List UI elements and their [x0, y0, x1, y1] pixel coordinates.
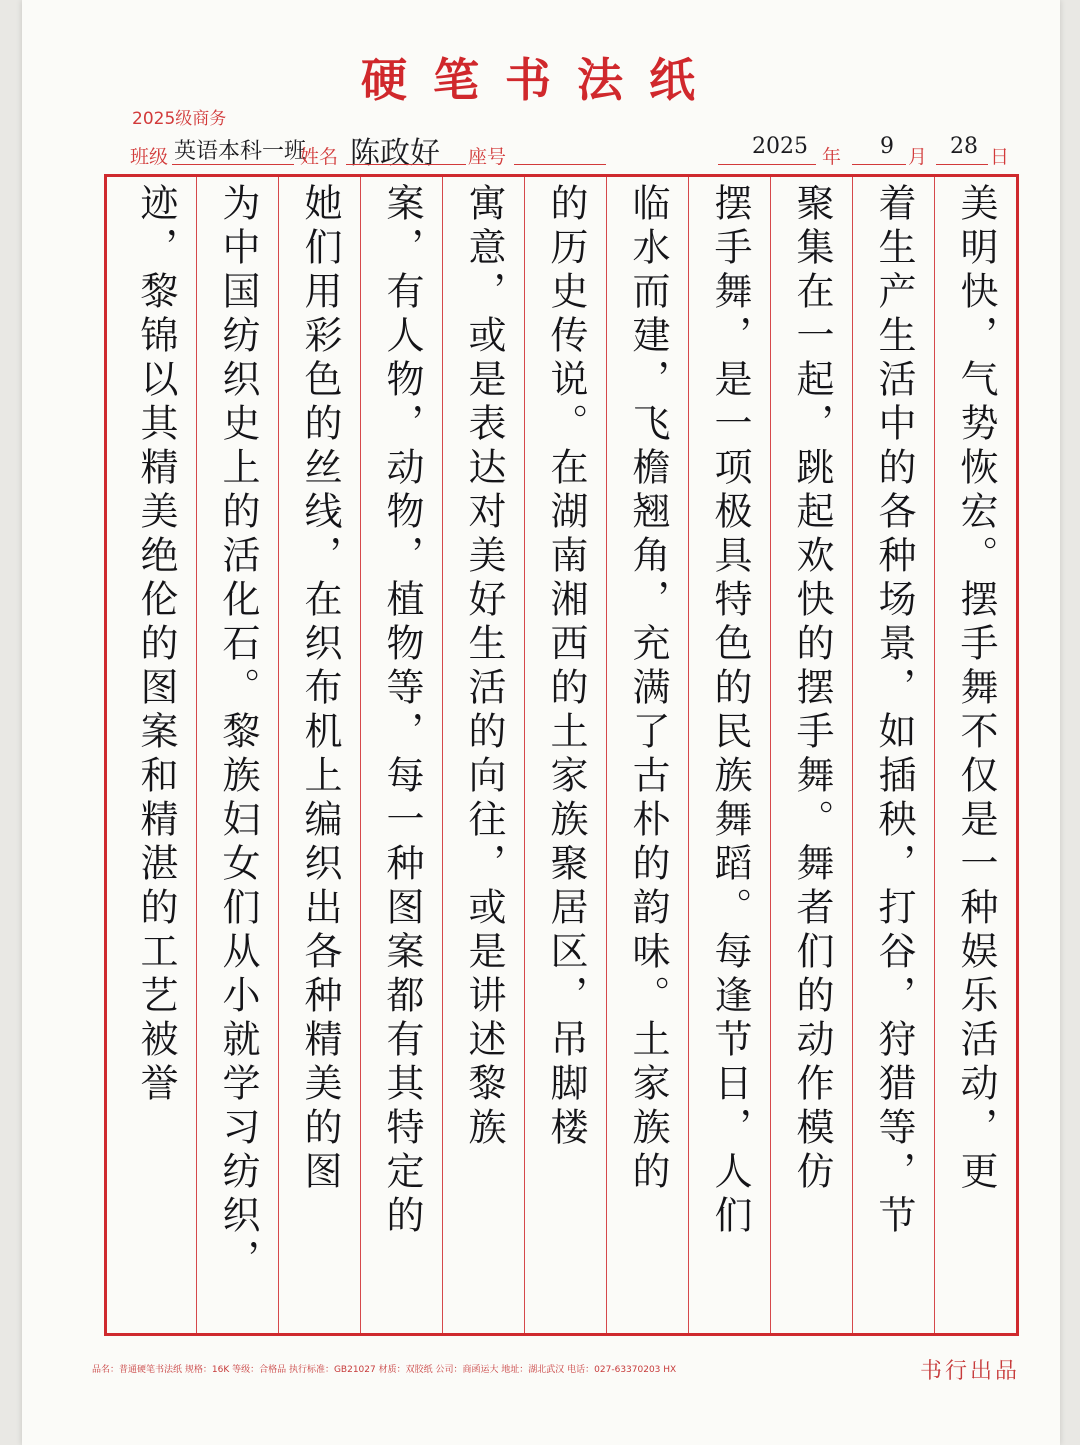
column-10	[196, 177, 278, 1333]
header-info	[112, 109, 1012, 172]
footer-info: 品名：普通硬笔书法纸 规格：16K 等级：合格品 执行标准：GB21027 材质：双胶纸 公司：商函运大 地址：湖北武汉 电话：027-63370203 HX	[92, 1365, 677, 1375]
column-text: 为中国纺织史上的活化石。黎族妇女们从小就学习纺织，	[216, 183, 260, 1283]
column-text: 她们用彩色的丝线，在织布机上编织出各种精美的图	[298, 183, 342, 1195]
month-value: 9	[880, 134, 894, 159]
column-7	[442, 177, 524, 1333]
month-label: 月	[908, 146, 928, 168]
column-9	[278, 177, 360, 1333]
column-text: 迹，黎锦以其精美绝伦的图案和精湛的工艺被誉	[134, 183, 178, 1107]
calligraphy-sheet	[22, 0, 1060, 1445]
seat-label: 座号	[468, 146, 507, 168]
column-11	[114, 177, 196, 1333]
name-value: 陈政好	[350, 136, 440, 171]
day-value: 28	[950, 134, 978, 159]
column-text: 美明快，气势恢宏。摆手舞不仅是一种娱乐活动，更	[954, 183, 998, 1195]
column-text: 案，有人物，动物，植物等，每一种图案都有其特定的	[380, 183, 424, 1239]
class-line	[172, 164, 294, 165]
column-text: 摆手舞，是一项极具特色的民族舞蹈。每逢节日，人们	[708, 183, 752, 1239]
column-4	[688, 177, 770, 1333]
month-line	[852, 164, 906, 165]
page-title: 硬笔书法纸	[361, 53, 721, 107]
seat-line	[514, 164, 606, 165]
day-label: 日	[990, 146, 1010, 168]
year-label: 年	[822, 146, 842, 168]
year-value: 2025	[752, 134, 808, 159]
column-5	[606, 177, 688, 1333]
class-label: 班级	[130, 146, 169, 168]
name-label: 姓名	[300, 146, 339, 168]
name-line	[346, 164, 466, 165]
column-2	[852, 177, 934, 1333]
day-line	[936, 164, 988, 165]
column-1	[934, 177, 1016, 1333]
column-text: 的历史传说。在湖南湘西的土家族聚居区，吊脚楼	[544, 183, 588, 1151]
column-text: 聚集在一起，跳起欢快的摆手舞。舞者们的动作模仿	[790, 183, 834, 1195]
column-text: 临水而建，飞檐翘角，充满了古朴的韵味。土家族的	[626, 183, 670, 1195]
brand-mark: 书行出品	[919, 1359, 1020, 1384]
column-text: 寓意，或是表达对美好生活的向往，或是讲述黎族	[462, 183, 506, 1151]
class-note: 2025级商务	[132, 109, 227, 129]
column-8	[360, 177, 442, 1333]
year-line	[718, 164, 816, 165]
column-3	[770, 177, 852, 1333]
writing-grid	[104, 174, 1019, 1336]
class-value: 英语本科一班	[174, 139, 307, 164]
column-text: 着生产生活中的各种场景，如插秧，打谷，狩猎等，节	[872, 183, 916, 1239]
column-6	[524, 177, 606, 1333]
